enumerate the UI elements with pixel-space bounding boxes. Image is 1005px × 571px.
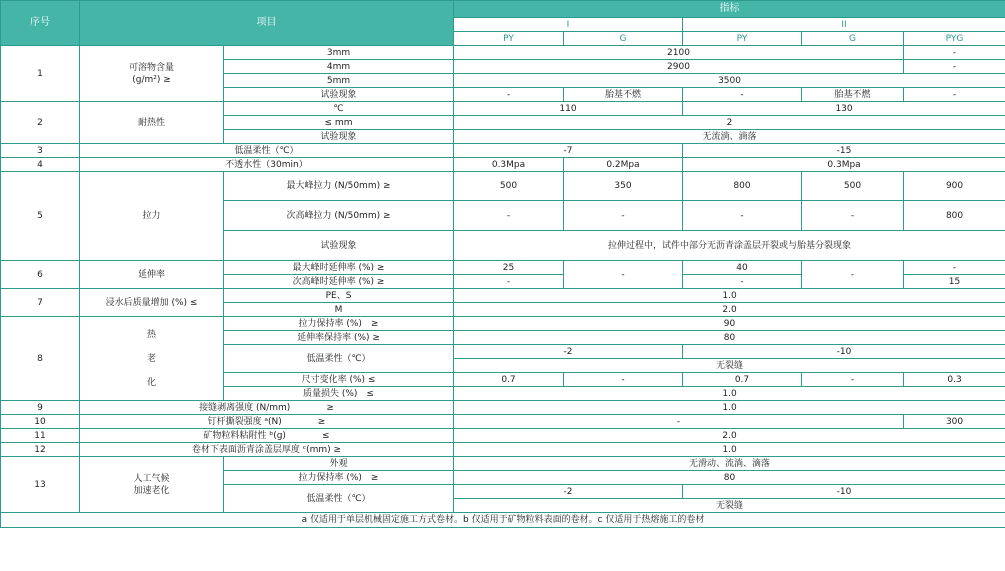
row-1-no: 1: [1, 46, 80, 102]
row-6-sub-1: 最大峰时延伸率 (%) ≥: [224, 261, 454, 275]
row-8-sub-1: 拉力保持率 (%) ≥: [224, 317, 454, 331]
row-1-sub-4: 试验现象: [224, 88, 454, 102]
row-7-name: 浸水后质量增加 (%) ≤: [80, 289, 224, 317]
row-6-val-g: -: [683, 275, 802, 289]
row-13-val-3c: 无裂缝: [454, 499, 1005, 513]
row-8-val-4d: 0.7: [454, 373, 564, 387]
row-12-no: 12: [1, 443, 80, 457]
row-1-val-2b: -: [904, 60, 1005, 74]
row-6-val-b: -: [564, 261, 683, 289]
row-11-name: 矿物粒料粘附性 ᵇ(g) ≤: [80, 429, 454, 443]
row-2-val-2: 2: [454, 116, 1005, 130]
row-5-val-i: -: [802, 201, 904, 231]
row-4-val-c: 0.3Mpa: [683, 158, 1005, 172]
row-3-name: 低温柔性（℃）: [80, 144, 454, 158]
row-1-val-3: 3500: [454, 74, 1005, 88]
row-5-val-j: 800: [904, 201, 1005, 231]
row-4-no: 4: [1, 158, 80, 172]
row-13-val-1: 无滑动、流淌、滴落: [454, 457, 1005, 471]
row-9-no: 9: [1, 401, 80, 415]
row-13-sub-3: 低温柔性（℃）: [224, 485, 454, 513]
row-7-sub-1: PE、S: [224, 289, 454, 303]
row-1-val-4b: 胎基不燃: [564, 88, 683, 102]
row-8-val-4f: 0.7: [683, 373, 802, 387]
row-6-val-e: -: [904, 261, 1005, 275]
row-7-val-1: 1.0: [454, 289, 1005, 303]
row-8-sub-3: 低温柔性（℃）: [224, 345, 454, 373]
row-8-sub-4: 尺寸变化率 (%) ≤: [224, 373, 454, 387]
row-10-no: 10: [1, 415, 80, 429]
header-g-1: G: [564, 32, 683, 46]
row-6-val-f: -: [454, 275, 564, 289]
row-13-name: 人工气候 加速老化: [80, 457, 224, 513]
row-4-val-a: 0.3Mpa: [454, 158, 564, 172]
row-10-val-b: 300: [904, 415, 1005, 429]
header-py-1: PY: [454, 32, 564, 46]
row-5-val-c: 800: [683, 172, 802, 201]
row-6-name: 延伸率: [80, 261, 224, 289]
row-8-val-3c: 无裂缝: [454, 359, 1005, 373]
row-1-name: 可溶物含量 (g/m²) ≥: [80, 46, 224, 102]
row-5-val-b: 350: [564, 172, 683, 201]
row-5-sub-3: 试验现象: [224, 231, 454, 261]
row-5-val-k: 拉伸过程中，试件中部分无沥青涂盖层开裂或与胎基分裂现象: [454, 231, 1005, 261]
row-8-no: 8: [1, 317, 80, 401]
header-pyg: PYG: [904, 32, 1005, 46]
row-1-val-1: 2100: [454, 46, 904, 60]
row-1-sub-3: 5mm: [224, 74, 454, 88]
row-10-val-a: -: [454, 415, 904, 429]
row-1-val-4d: 胎基不燃: [802, 88, 904, 102]
row-1-sub-2: 4mm: [224, 60, 454, 74]
row-3-no: 3: [1, 144, 80, 158]
row-2-sub-3: 试验现象: [224, 130, 454, 144]
row-5-val-e: 900: [904, 172, 1005, 201]
row-5-val-d: 500: [802, 172, 904, 201]
row-2-name: 耐热性: [80, 102, 224, 144]
row-5-no: 5: [1, 172, 80, 261]
header-g-2: G: [802, 32, 904, 46]
row-13-sub-1: 外观: [224, 457, 454, 471]
row-5-name: 拉力: [80, 172, 224, 261]
row-5-val-f: -: [454, 201, 564, 231]
row-3-val-a: -7: [454, 144, 683, 158]
row-9-name: 接缝剥离强度 (N/mm) ≥: [80, 401, 454, 415]
row-6-no: 6: [1, 261, 80, 289]
row-4-name: 不透水性（30min）: [80, 158, 454, 172]
row-8-val-1: 90: [454, 317, 1005, 331]
row-2-no: 2: [1, 102, 80, 144]
row-1-val-4e: -: [904, 88, 1005, 102]
row-8-val-3b: -10: [683, 345, 1005, 359]
header-index: 指标: [454, 1, 1005, 18]
row-2-val-1b: 130: [683, 102, 1005, 116]
row-6-val-h: 15: [904, 275, 1005, 289]
row-12-name: 卷材下表面沥青涂盖层厚度 ᶜ(mm) ≥: [80, 443, 454, 457]
row-8-sub-5: 质量损失 (%) ≤: [224, 387, 454, 401]
row-2-sub-1: ℃: [224, 102, 454, 116]
header-grade-2: II: [683, 18, 1005, 32]
header-item: 项目: [80, 1, 454, 46]
header-grade-1: I: [454, 18, 683, 32]
header-py-2: PY: [683, 32, 802, 46]
row-5-sub-1: 最大峰拉力 (N/50mm) ≥: [224, 172, 454, 201]
row-4-val-b: 0.2Mpa: [564, 158, 683, 172]
row-11-val: 2.0: [454, 429, 1005, 443]
row-5-val-g: -: [564, 201, 683, 231]
row-13-no: 13: [1, 457, 80, 513]
row-2-sub-2: ≤ mm: [224, 116, 454, 130]
row-1-sub-1: 3mm: [224, 46, 454, 60]
row-8-val-5: 1.0: [454, 387, 1005, 401]
row-8-sub-2: 延伸率保持率 (%) ≥: [224, 331, 454, 345]
row-1-val-4c: -: [683, 88, 802, 102]
row-6-val-d: -: [802, 261, 904, 289]
row-13-val-2: 80: [454, 471, 1005, 485]
row-13-val-3a: -2: [454, 485, 683, 499]
row-8-name: 热 老 化: [80, 317, 224, 401]
row-5-val-a: 500: [454, 172, 564, 201]
row-1-val-4a: -: [454, 88, 564, 102]
row-7-no: 7: [1, 289, 80, 317]
row-5-sub-2: 次高峰拉力 (N/50mm) ≥: [224, 201, 454, 231]
row-8-val-4g: -: [802, 373, 904, 387]
row-2-val-1a: 110: [454, 102, 683, 116]
row-1-val-2: 2900: [454, 60, 904, 74]
row-13-val-3b: -10: [683, 485, 1005, 499]
header-seq: 序号: [1, 1, 80, 46]
row-12-val: 1.0: [454, 443, 1005, 457]
row-8-val-4e: -: [564, 373, 683, 387]
row-6-val-a: 25: [454, 261, 564, 275]
row-10-name: 钉杆撕裂强度 ᵃ(N) ≥: [80, 415, 454, 429]
row-7-val-2: 2.0: [454, 303, 1005, 317]
row-7-sub-2: M: [224, 303, 454, 317]
row-9-val: 1.0: [454, 401, 1005, 415]
row-8-val-2: 80: [454, 331, 1005, 345]
row-5-val-h: -: [683, 201, 802, 231]
row-8-val-4h: 0.3: [904, 373, 1005, 387]
row-3-val-b: -15: [683, 144, 1005, 158]
row-8-val-3a: -2: [454, 345, 683, 359]
row-1-val-1b: -: [904, 46, 1005, 60]
row-13-sub-2: 拉力保持率 (%) ≥: [224, 471, 454, 485]
row-11-no: 11: [1, 429, 80, 443]
row-2-val-3: 无流淌、滴落: [454, 130, 1005, 144]
row-6-sub-2: 次高峰时延伸率 (%) ≥: [224, 275, 454, 289]
row-6-val-c: 40: [683, 261, 802, 275]
footnote: a 仅适用于单层机械固定施工方式卷材。b 仅适用于矿物粒料表面的卷材。c 仅适用于热熔施工的卷材: [1, 513, 1005, 528]
